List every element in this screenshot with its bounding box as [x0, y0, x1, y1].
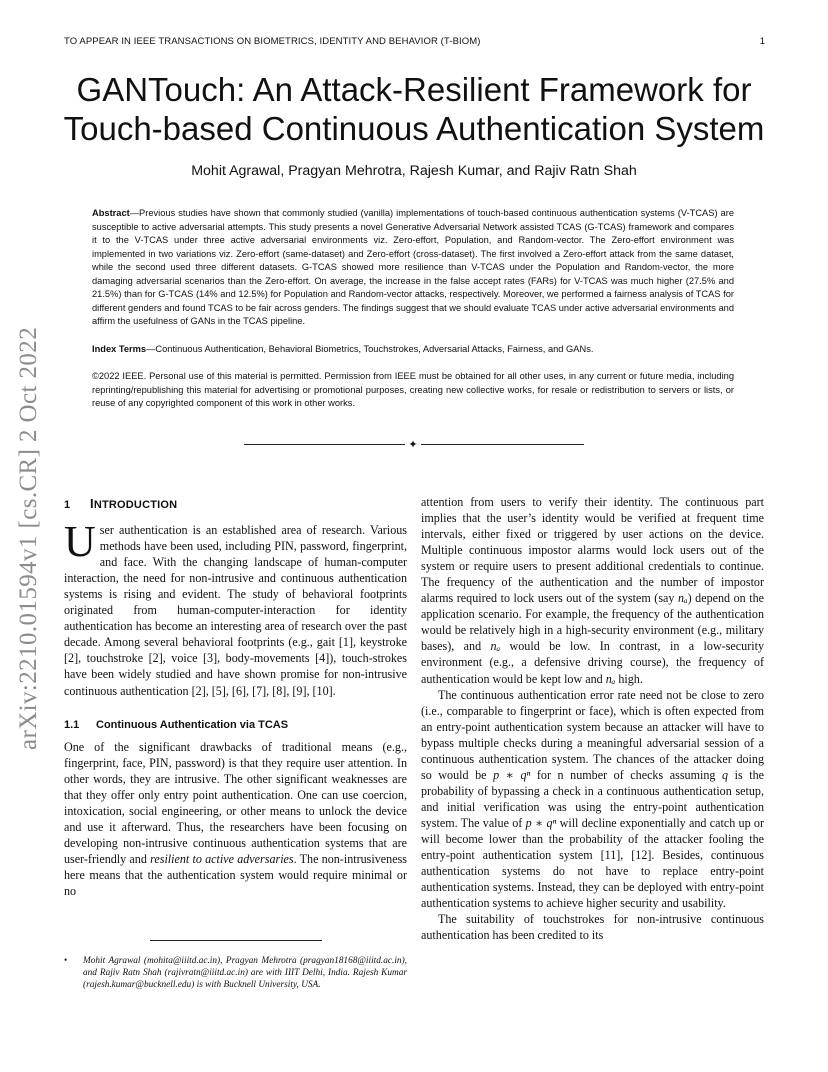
index-terms: [92, 343, 734, 357]
arxiv-identifier-stamp: arXiv:2210.01594v1 [cs.CR] 2 Oct 2022: [15, 326, 42, 750]
right-paragraph-3: The suitability of touchstrokes for non-intrusive continuous authentication has been credited to its: [421, 912, 764, 943]
section-title-rest: NTRODUCTION: [93, 499, 178, 511]
emphasis-text: resilient to active adversaries: [150, 851, 294, 866]
paragraph-text-part: is the probability of bypassing a check in a continuous authentication setup, and initial verification was using the entry-point authentication system. The value of: [421, 767, 765, 830]
subsection-heading: [64, 717, 407, 733]
right-paragraph-2: [421, 687, 764, 912]
copyright-notice: ©2022 IEEE. Personal use of this material is permitted. Permission from IEEE must be obtained for all other uses, in any current or future media, including reprinting/republishing this material for advertising or promotional purposes, creating new collective works, for resale or redistribution to servers or lists, or reuse of any copyrighted component of this work in other works.: [92, 371, 734, 408]
math-symbol: q: [722, 767, 729, 782]
running-head: TO APPEAR IN IEEE TRANSACTIONS ON BIOMETRICS, IDENTITY AND BEHAVIOR (T-BIOM): [64, 36, 481, 47]
section-heading-introduction: [64, 496, 407, 513]
footnote-text: Mohit Agrawal (mohita@iiitd.ac.in), Pragyan Mehrotra (pragyan18168@iiitd.ac.in), and Rajiv Ratn Shah (rajivratn@iiitd.ac.in) are with IIIT Delhi, India. Rajesh Kumar (rajesh.kumar@bucknell.edu) is with Bucknell University, USA.: [83, 956, 407, 990]
paragraph-text-part: for n number of checks assuming: [530, 767, 722, 782]
author-list: Mohit Agrawal, Pragyan Mehrotra, Rajesh Kumar, and Rajiv Ratn Shah: [191, 163, 637, 179]
section-title-initial: I: [90, 496, 94, 511]
math-expression: p ∗ qⁿ: [525, 815, 557, 830]
subsection-title: Continuous Authentication via TCAS: [96, 718, 289, 731]
paragraph-text-part: would be low. In contrast, in a low-security environment (e.g., a defensive driving course), the frequency of authentication would be kept low and: [421, 639, 764, 686]
subsection-text-part: . The non-intrusiveness here means that the authentication system would require minimal or no: [64, 851, 407, 899]
right-column: [421, 494, 764, 943]
paragraph-text-part: high.: [615, 671, 643, 686]
intro-paragraph: [64, 517, 407, 699]
paper-title-line-2: Touch-based Continuous Authentication System: [63, 110, 765, 147]
paragraph-text-part: will decline exponentially and catch up or will become lower than the probability of the attacker fooling the entry-point authentication system [11], [12]. Besides, continuous authentication systems do not have to replace entry-point authentication systems. Instead, they can be deployed with entry-point authentication systems to achieve higher security and usability.: [421, 815, 764, 911]
paragraph-text-part: attention from users to verify their identity. The continuous part implies that the user’s identity would be verified at frequent time intervals, either fixed or triggered by user actions on the device. Multiple continuous impostor alarms would lock users out of the system or require users to present additional credentials to continue. The frequency of the authentication and the number of impostor alarms required to lock users out of the system (say: [421, 495, 764, 606]
math-symbol: nₐ: [605, 671, 616, 686]
subsection-text-part: One of the significant drawbacks of traditional means (e.g., fingerprint, face, PIN, password) is that they require user attention. In other words, they are intrusive. The other significant weaknesses are that they offer only entry point authentication. One can use coercion, intoxication, social engineering, or other means to unlock the device and use it afterward. Thus, the researchers have been focusing on developing non-intrusive continuous authentication systems that are user-friendly and: [64, 739, 407, 866]
section-number: 1: [64, 499, 71, 511]
index-terms-text: —Continuous Authentication, Behavioral Biometrics, Touchstrokes, Adversarial Attacks, Fairness, and GANs.: [146, 343, 594, 354]
abstract-label: Abstract: [92, 208, 130, 218]
index-terms-label: Index Terms: [92, 343, 147, 354]
math-symbol: nₐ: [678, 591, 688, 606]
math-expression: p ∗ qⁿ: [493, 767, 531, 782]
footnote-rule: [150, 940, 322, 941]
footnote-bullet-icon: •: [64, 956, 68, 966]
math-symbol: nₐ: [490, 639, 501, 654]
left-column: [64, 494, 407, 899]
paragraph-text-part: ) depend on the application scenario. For example, the frequency of the authentication would be relatively high in a high-security environment (e.g., military bases), and: [421, 591, 765, 654]
intro-paragraph-text: ser authentication is an established area of research. Various methods have been used, including PIN, password, fingerprint, and face. With the changing landscape of human-computer interaction, the need for non-intrusive and continuous authentication systems is rising and evident. The study of behavioral footprints originated from human-computer-interaction for identity authentication has become an interesting area of research over the past decade. Among several behavioral footprints (e.g., gait [1], keystroke [2], touchstroke [2], voice [3], body-movements [4]), touch-strokes have been widely studied and have shown promise for non-intrusive continuous authentication [2], [5], [6], [7], [8], [9], [10].: [64, 523, 407, 698]
drop-cap: U: [64, 517, 96, 567]
subsection-paragraph: [64, 739, 407, 899]
page-number: 1: [759, 36, 765, 47]
paper-title: [0, 70, 828, 148]
abstract-block: [92, 207, 734, 411]
paper-title-line-1: GANTouch: An Attack-Resilient Framework for: [76, 71, 752, 108]
subsection-number: 1.1: [64, 718, 80, 731]
paragraph-text-part: The continuous authentication error rate need not be close to zero (i.e., comparable to fingerprint or face), which is often expected from an entry-point authentication system because an attacker will have to bypass multiple checks during a meaningful adversarial session of a continuous authentication system. The chances of the attacker doing so would be: [421, 687, 764, 782]
abstract: [92, 207, 734, 329]
separator-diamond-icon: ✦: [405, 437, 421, 453]
author-footnote: [64, 955, 407, 991]
right-paragraph-1: [421, 494, 764, 687]
abstract-text: —Previous studies have shown that commonly studied (vanilla) implementations of touch-based continuous authentication systems (V-TCAS) are susceptible to active adversarial attempts. This study presents a novel Generative Adversarial Network assisted TCAS (G-TCAS) framework and compares it to the V-TCAS under three active adversarial environments viz. Zero-effort, Population, and Random-vector. The Zero-effort environment was implemented in two variations viz. Zero-effort (same-dataset) and Zero-effort (cross-dataset). The first involved a Zero-effort attack from the same dataset, while the second used three different datasets. G-TCAS showed more resilience than V-TCAS under the Population and Random-vector, the more damaging adversarial scenarios than the Zero-effort. On average, the increase in the false accept rates (FARs) for V-TCAS was much higher (27.5% and 21.5%) than for G-TCAS (14% and 12.5%) for Population and Random-vector attacks, respectively. Moreover, we performed a fairness analysis of TCAS for different genders and found TCAS to be fair across genders. The findings suggest that we should evaluate TCAS under active adversarial environments and affirm the usefulness of GANs in the TCAS pipeline.: [92, 208, 734, 326]
